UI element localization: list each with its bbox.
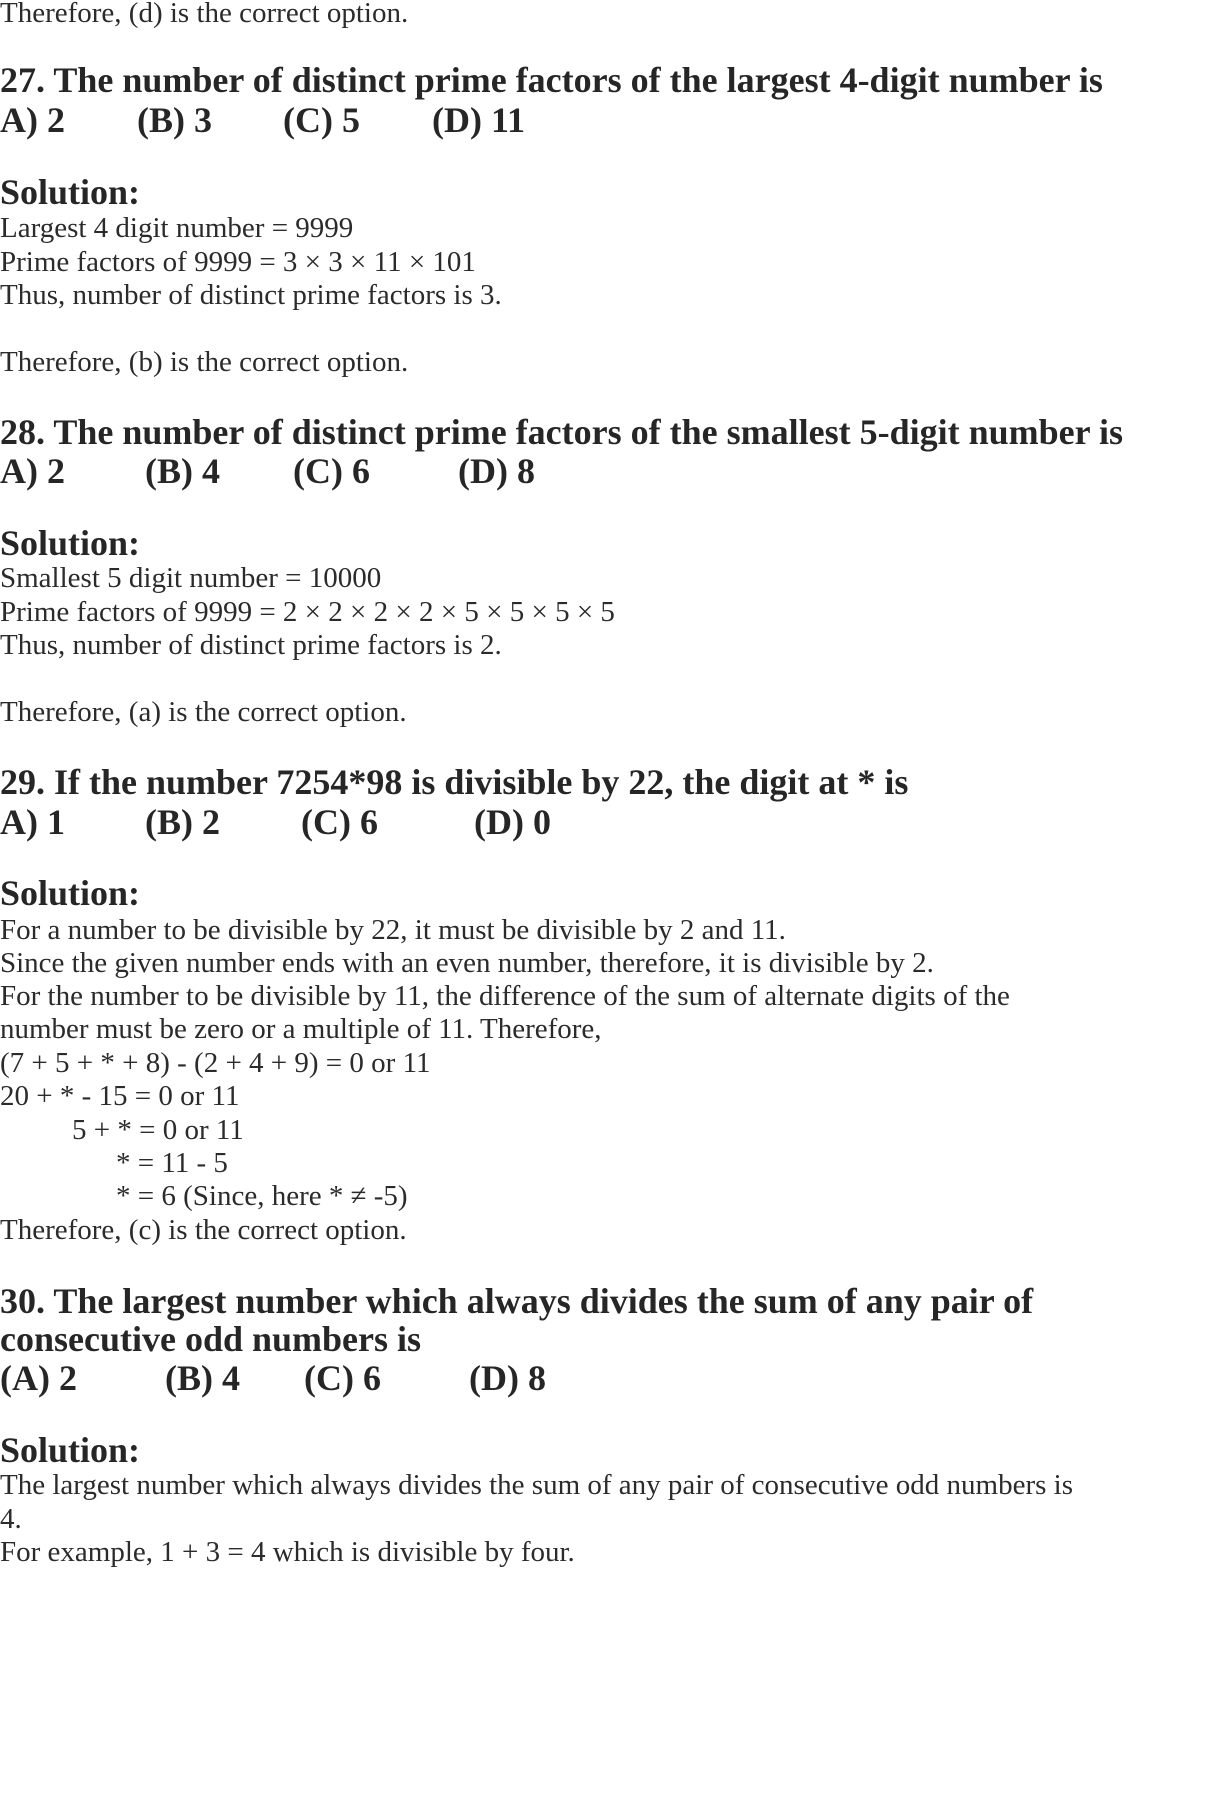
solution-heading: Solution: <box>0 523 141 563</box>
solution-line: For a number to be divisible by 22, it must be divisible by 2 and 11. <box>0 914 786 946</box>
solution-line: Smallest 5 digit number = 10000 <box>0 562 382 594</box>
equation-line: * = 6 (Since, here * ≠ -5) <box>116 1180 408 1212</box>
option-c: (C) 5 <box>283 100 360 140</box>
solution-heading: Solution: <box>0 172 141 212</box>
solution-line: Prime factors of 9999 = 2 × 2 × 2 × 2 × 5 × 5 × 5 × 5 <box>0 596 615 628</box>
option-a: A) 2 <box>0 100 65 140</box>
answer-options <box>0 1356 1232 1400</box>
solution-line: Thus, number of distinct prime factors is 3. <box>0 279 502 311</box>
equation-line: 20 + * - 15 = 0 or 11 <box>0 1080 240 1112</box>
equation-line: (7 + 5 + * + 8) - (2 + 4 + 9) = 0 or 11 <box>0 1047 431 1079</box>
answer-options <box>0 800 1232 844</box>
question-title: 27. The number of distinct prime factors of the largest 4-digit number is <box>0 60 1103 100</box>
option-a: A) 1 <box>0 802 65 842</box>
solution-line: 4. <box>0 1503 22 1535</box>
solution-line: Prime factors of 9999 = 3 × 3 × 11 × 101 <box>0 246 476 278</box>
question-title-line-1: 30. The largest number which always divides the sum of any pair of <box>0 1281 1034 1321</box>
conclusion: Therefore, (c) is the correct option. <box>0 1214 407 1246</box>
option-b: (B) 2 <box>145 802 220 842</box>
option-d: (D) 8 <box>469 1358 546 1398</box>
option-b: (B) 4 <box>145 451 220 491</box>
conclusion: Therefore, (a) is the correct option. <box>0 696 407 728</box>
option-a: (A) 2 <box>0 1358 77 1398</box>
solution-line: Largest 4 digit number = 9999 <box>0 212 354 244</box>
solution-heading: Solution: <box>0 1430 141 1470</box>
option-b: (B) 4 <box>165 1358 240 1398</box>
answer-options <box>0 98 1232 142</box>
previous-conclusion: Therefore, (d) is the correct option. <box>0 0 409 29</box>
option-d: (D) 11 <box>432 100 525 140</box>
equation-line: * = 11 - 5 <box>116 1147 228 1179</box>
question-title: 29. If the number 7254*98 is divisible by 22, the digit at * is <box>0 762 909 802</box>
option-c: (C) 6 <box>304 1358 381 1398</box>
option-c: (C) 6 <box>301 802 378 842</box>
conclusion: Therefore, (b) is the correct option. <box>0 346 409 378</box>
solution-line: Since the given number ends with an even number, therefore, it is divisible by 2. <box>0 947 934 979</box>
solution-line: For example, 1 + 3 = 4 which is divisible by four. <box>0 1536 575 1568</box>
solution-line: number must be zero or a multiple of 11. Therefore, <box>0 1013 602 1045</box>
option-a: A) 2 <box>0 451 65 491</box>
option-d: (D) 0 <box>474 802 551 842</box>
solution-line: For the number to be divisible by 11, the difference of the sum of alternate digits of the <box>0 980 1010 1012</box>
answer-options <box>0 449 1232 493</box>
option-b: (B) 3 <box>137 100 212 140</box>
solution-heading: Solution: <box>0 873 141 913</box>
equation-line: 5 + * = 0 or 11 <box>72 1114 244 1146</box>
option-c: (C) 6 <box>293 451 370 491</box>
question-title-line-2: consecutive odd numbers is <box>0 1319 422 1359</box>
option-d: (D) 8 <box>458 451 535 491</box>
solution-line: The largest number which always divides the sum of any pair of consecutive odd numbers is <box>0 1469 1074 1501</box>
solution-line: Thus, number of distinct prime factors is 2. <box>0 629 502 661</box>
question-title: 28. The number of distinct prime factors of the smallest 5-digit number is <box>0 412 1123 452</box>
